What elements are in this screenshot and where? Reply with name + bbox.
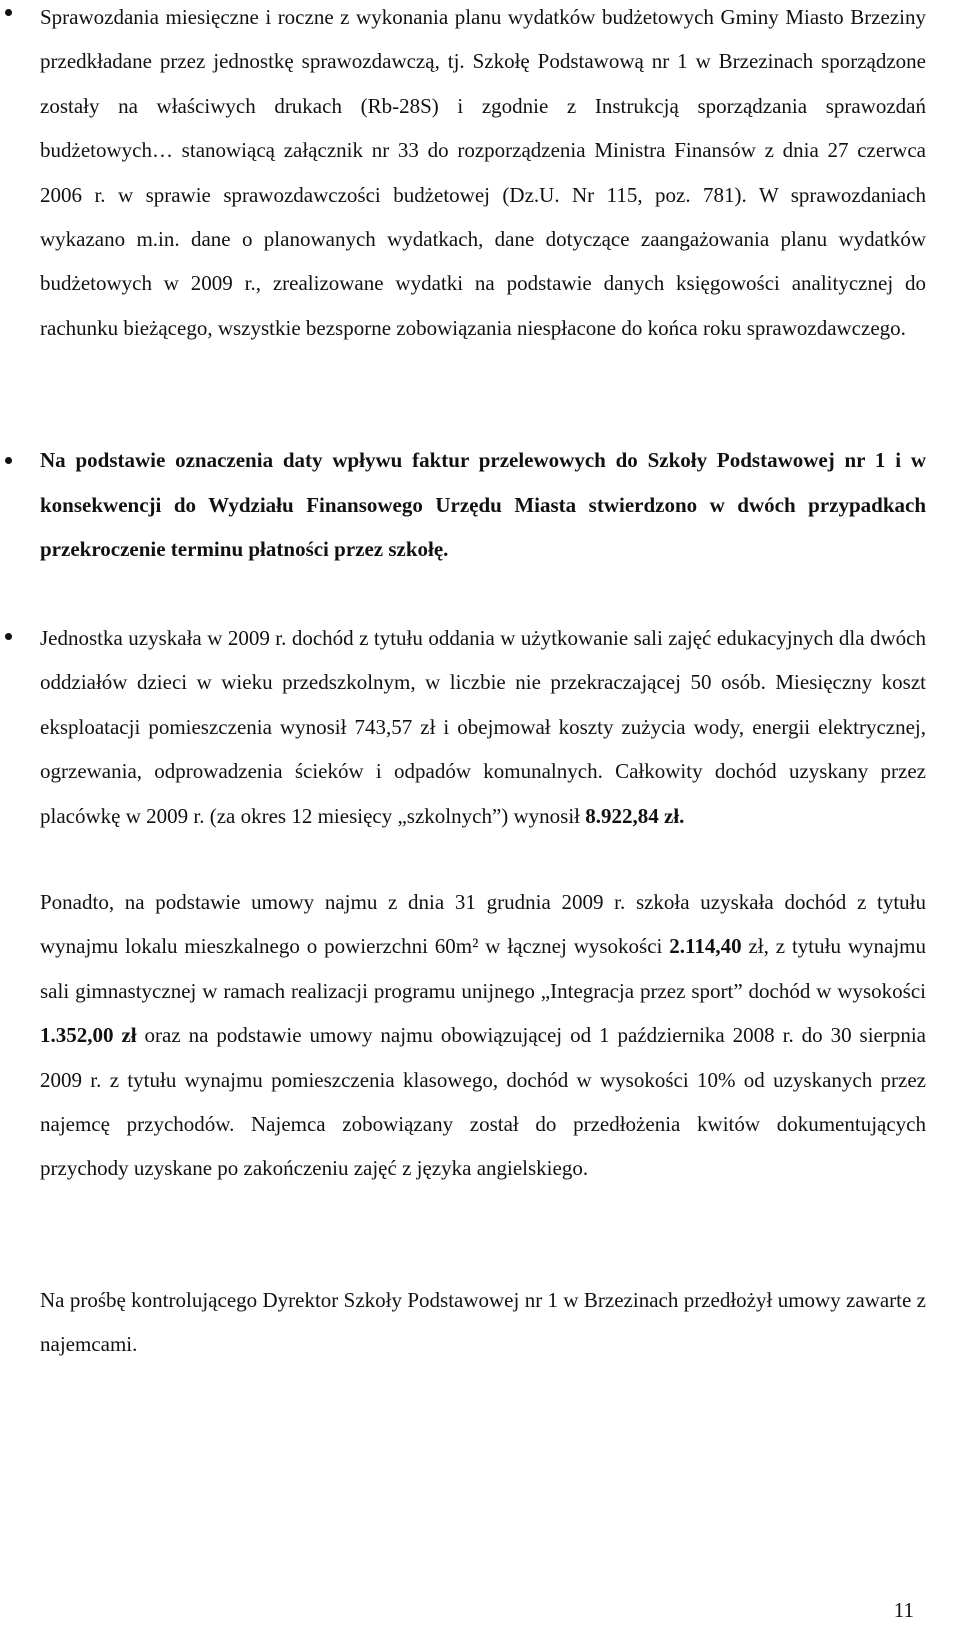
rental-amount1-bold: 2. [669, 934, 685, 959]
bullet-icon [5, 633, 12, 640]
rental-text-part3: oraz na podstawie umowy najmu obowiązującej od 1 października 2008 r. do 30 sierpnia 2009 r. z tytułu wynajmu pomieszczenia klasowego, dochód w wysokości 10% od uzyskanych przez najemcę przychodów. Najemca zobowiązany został do przedłożenia kwitów dokumentujących przychody uzyskane po zakończeniu zajęć z języka angielskiego. [40, 1023, 927, 1181]
rental-text-part1: Ponadto, na podstawie umowy najmu z dnia 31 grudnia 2009 r. szkoła uzyskała dochód z tytułu wynajmu lokalu mieszkalnego o powierzchni 60m² w łącznej wysokości [40, 890, 926, 959]
bullet-icon [5, 9, 12, 16]
rental-text-part2: zł, z tytułu wynajmu sali gimnastycznej w ramach realizacji programu unijnego „Integracja przez sport” dochód w wysokości [40, 934, 927, 1003]
rental-amount2: 1.352,00 zł [40, 1023, 137, 1048]
income-text: Jednostka uzyskała w 2009 r. dochód z tytułu oddania w użytkowanie sali zajęć edukacyjnych dla dwóch oddziałów dzieci w wieku przedszkolnym, w liczbie nie przekraczającej 50 osób. Miesięczny koszt eksploatacji pomieszczenia wynosił 743,57 zł i obejmował koszty zużycia wody, energii elektrycznej, ogrzewania, odprowadzenia ścieków i odpadów komunalnych. Całkowity dochód uzyskany przez placówkę w 2009 r. (za okres 12 miesięcy „szkolnych”) wynosił [40, 626, 926, 828]
bullet-icon [5, 457, 12, 464]
page-number: 11 [893, 1598, 914, 1622]
paragraph-payment-delay: Na podstawie oznaczenia daty wpływu faktur przelewowych do Szkoły Podstawowej nr 1 i w konsekwencji do Wydziału Finansowego Urzędu Miasta stwierdzono w dwóch przypadkach przekroczenie terminu płatności przez szkołę. [40, 448, 926, 561]
contracts-text: Na prośbę kontrolującego Dyrektor Szkoły Podstawowej nr 1 w Brzezinach przedłożył umowy zawarte z najemcami. [40, 1288, 926, 1357]
paragraph-rental-income [40, 880, 926, 1191]
bullet-item-payment-delay [0, 438, 926, 572]
rental-amount1-rest: 114,40 [685, 934, 742, 959]
paragraph-income [40, 616, 926, 838]
bullet-item-income [0, 616, 926, 838]
paragraph-reports: Sprawozdania miesięczne i roczne z wykonania planu wydatków budżetowych Gminy Miasto Brzeziny przedkładane przez jednostkę sprawozdawczą, tj. Szkołę Podstawową nr 1 w Brzezinach sporządzone zostały na właściwych drukach (Rb-28S) i zgodnie z Instrukcją sporządzania sprawozdań budżetowych… stanowiącą załącznik nr 33 do rozporządzenia Ministra Finansów z dnia 27 czerwca 2006 r. w sprawie sprawozdawczości budżetowej (Dz.U. Nr 115, poz. 781). W sprawozdaniach wykazano m.in. dane o planowanych wydatkach, dane dotyczące zaangażowania planu wydatków budżetowych w 2009 r., zrealizowane wydatki na podstawie danych księgowości analitycznej do rachunku bieżącego, wszystkie bezsporne zobowiązania niespłacone do końca roku sprawozdawczego. [40, 5, 926, 340]
income-total-amount: 8.922,84 zł. [585, 803, 685, 828]
paragraph-contracts [40, 1278, 926, 1367]
bullet-item-reports [0, 0, 926, 350]
